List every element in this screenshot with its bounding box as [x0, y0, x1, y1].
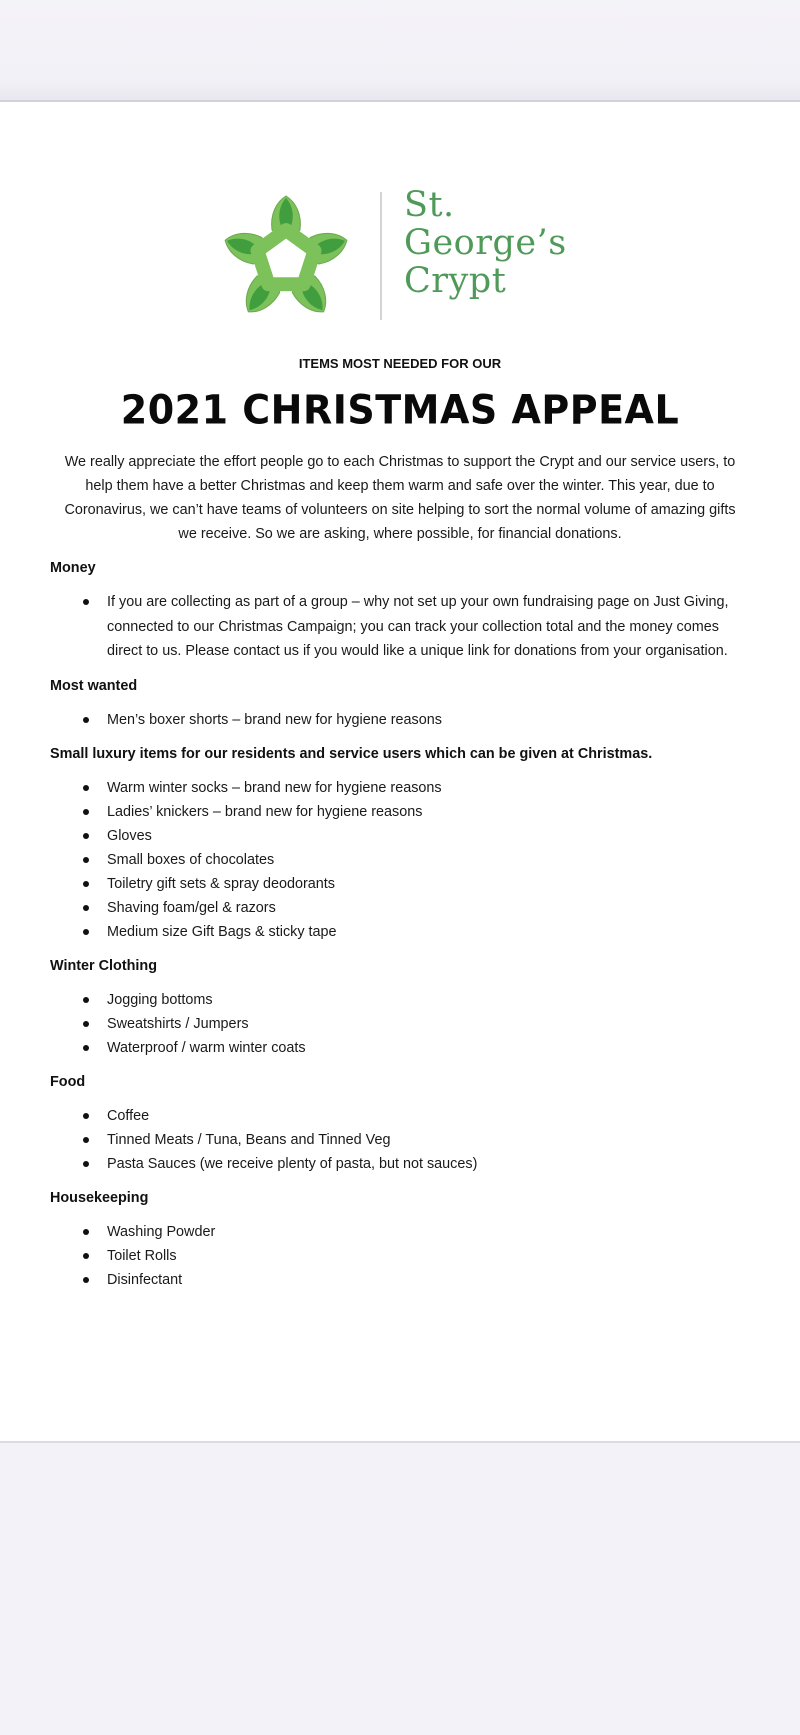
intro-paragraph: We really appreciate the effort people go to each Christmas to support the Crypt and our service users, to help them have a better Christmas and keep them warm and safe over the winter. This year, due to Coronavirus, we can’t have teams of volunteers on site helping to sort the normal volume of amazing gifts we receive. So we are asking, where possible, for financial donations.	[64, 454, 736, 542]
st-georges-crypt-logo	[220, 185, 580, 322]
list-item-text: If you are collecting as part of a group – why not set up your own fundraising page on Just Giving, connected to our Christmas Campaign; you can track your collection total and the money comes direct to us. Please contact us if you would like a unique link for donations from your organisation.	[107, 594, 729, 659]
list-item-text: Toiletry gift sets & spray deodorants	[107, 875, 335, 892]
list-item	[50, 920, 770, 944]
viewer-bottom-area	[0, 1441, 800, 1735]
list-item	[50, 848, 770, 872]
list-item-text: Disinfectant	[107, 1271, 183, 1288]
bullet-icon	[83, 1229, 89, 1235]
list-item	[50, 776, 770, 800]
list-item	[50, 1036, 770, 1060]
list-item-text: Waterproof / warm winter coats	[107, 1039, 306, 1056]
list-item-text: Men’s boxer shorts – brand new for hygiene reasons	[107, 711, 442, 728]
bullet-icon	[83, 833, 89, 839]
bullet-icon	[83, 1045, 89, 1051]
bullet-icon	[83, 929, 89, 935]
section-small-luxury-items	[50, 744, 770, 944]
bullet-icon	[83, 1137, 89, 1143]
logo-line-2: George’s	[404, 223, 567, 263]
bullet-icon	[83, 785, 89, 791]
logo-wordmark	[404, 186, 567, 300]
section-heading: Money	[50, 560, 96, 576]
section-housekeeping	[50, 1188, 770, 1292]
item-list	[50, 1220, 770, 1292]
item-list	[50, 708, 770, 732]
list-item-text: Jogging bottoms	[107, 991, 213, 1008]
list-item	[50, 1220, 770, 1244]
section-heading: Most wanted	[50, 677, 138, 694]
bullet-icon	[83, 809, 89, 815]
list-item-text: Shaving foam/gel & razors	[107, 899, 276, 916]
bullet-icon	[83, 881, 89, 887]
viewer-top-bar	[0, 0, 800, 102]
bullet-icon	[83, 1277, 89, 1283]
list-item-text: Pasta Sauces (we receive plenty of pasta, but not sauces)	[107, 1155, 478, 1172]
bullet-icon	[83, 1021, 89, 1027]
list-item	[50, 1104, 770, 1128]
list-item-text: Washing Powder	[107, 1223, 216, 1240]
logo-divider	[380, 192, 382, 320]
item-list	[50, 988, 770, 1060]
list-item	[50, 1152, 770, 1176]
bullet-icon	[83, 1161, 89, 1167]
list-item	[50, 988, 770, 1012]
list-item-text: Gloves	[107, 827, 152, 844]
list-item	[50, 872, 770, 896]
list-item-text: Toilet Rolls	[107, 1247, 177, 1264]
bullet-icon	[83, 1113, 89, 1119]
logo-line-3: Crypt	[404, 261, 507, 301]
page-title: 2021 CHRISTMAS APPEAL	[120, 386, 680, 434]
bullet-icon	[83, 905, 89, 911]
bullet-icon	[83, 1253, 89, 1259]
bullet-icon	[83, 857, 89, 863]
logo-line-1: St.	[404, 185, 455, 225]
section-food	[50, 1072, 770, 1176]
list-item-text: Warm winter socks – brand new for hygiene reasons	[107, 779, 442, 796]
star-knot-logo-icon	[220, 192, 352, 322]
list-item-text: Sweatshirts / Jumpers	[107, 1015, 249, 1032]
section-money	[50, 558, 770, 664]
section-heading: Small luxury items for our residents and service users which can be given at Christmas.	[50, 745, 653, 762]
list-item	[50, 824, 770, 848]
list-item-text: Medium size Gift Bags & sticky tape	[107, 923, 337, 940]
bullet-icon	[83, 599, 89, 605]
appeal-content	[50, 558, 770, 1292]
list-item	[50, 896, 770, 920]
item-list	[50, 776, 770, 944]
section-heading: Housekeeping	[50, 1189, 149, 1206]
list-item	[50, 1128, 770, 1152]
item-list	[50, 590, 730, 664]
item-list	[50, 1104, 770, 1176]
list-item-text: Coffee	[107, 1107, 150, 1124]
page-subtitle: ITEMS MOST NEEDED FOR OUR	[298, 356, 502, 371]
list-item	[50, 1012, 770, 1036]
list-item	[50, 590, 730, 664]
list-item	[50, 1268, 770, 1292]
bullet-icon	[83, 717, 89, 723]
section-most-wanted	[50, 676, 770, 732]
list-item-text: Ladies’ knickers – brand new for hygiene reasons	[107, 803, 423, 820]
section-winter-clothing	[50, 956, 770, 1060]
bullet-icon	[83, 997, 89, 1003]
list-item	[50, 708, 770, 732]
list-item	[50, 1244, 770, 1268]
section-heading: Winter Clothing	[50, 957, 157, 974]
list-item-text: Small boxes of chocolates	[107, 851, 275, 868]
section-heading: Food	[50, 1073, 86, 1090]
list-item-text: Tinned Meats / Tuna, Beans and Tinned Veg	[107, 1131, 391, 1148]
list-item	[50, 800, 770, 824]
